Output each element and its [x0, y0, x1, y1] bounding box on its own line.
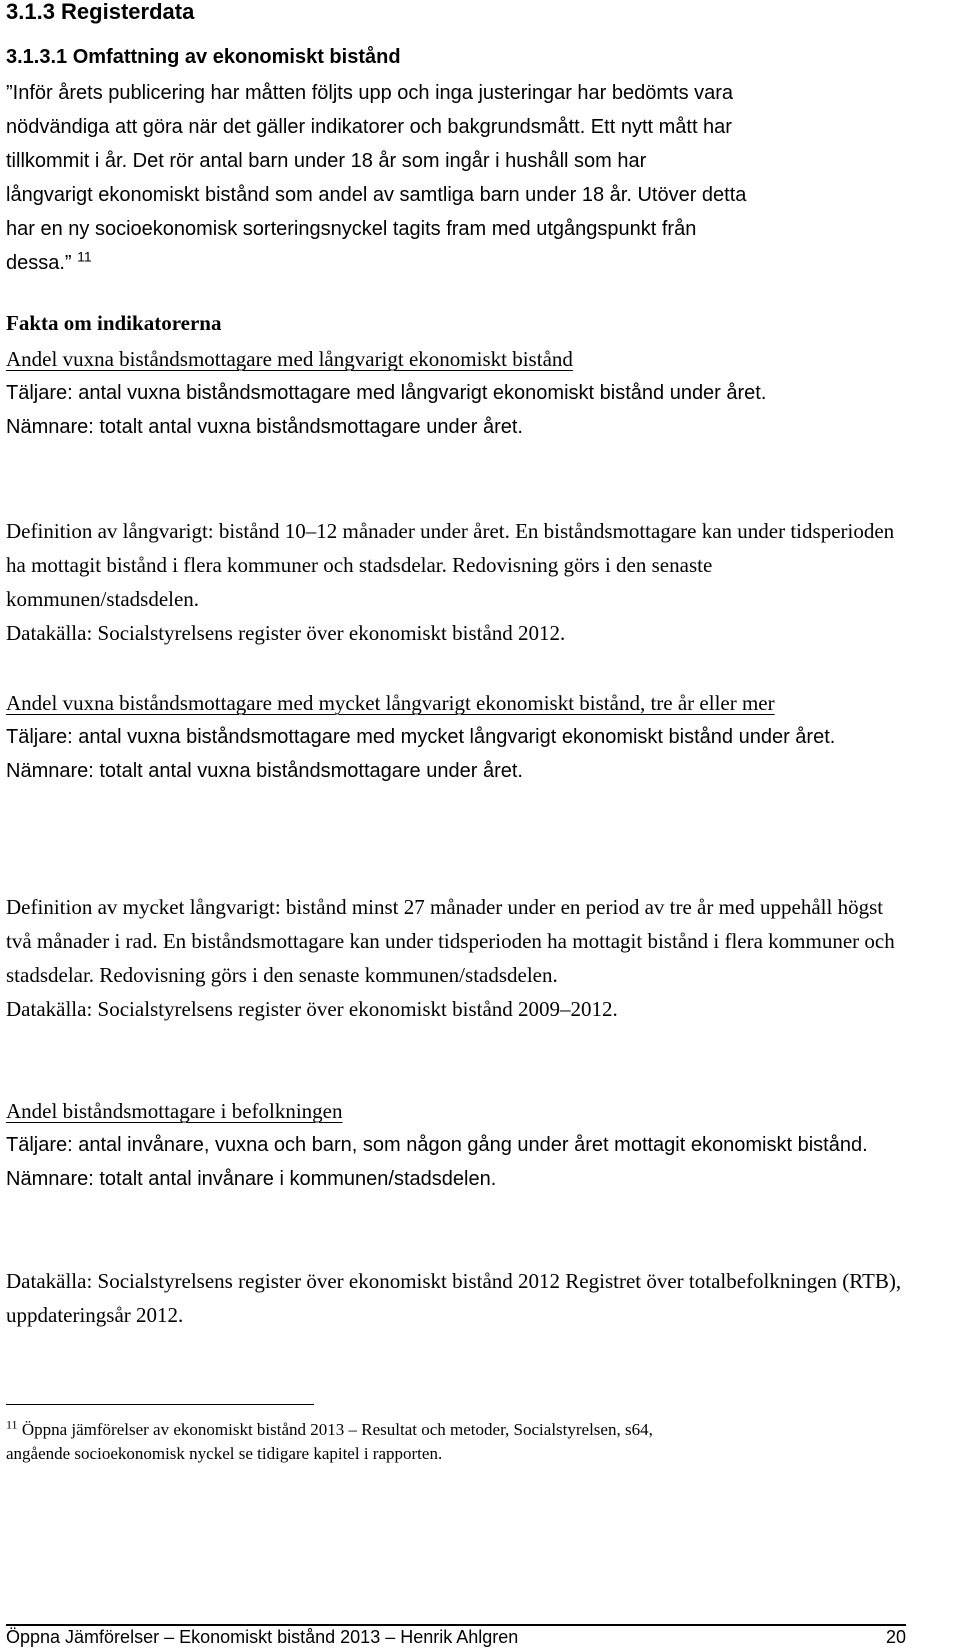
- indicator-3-source: Datakälla: Socialstyrelsens register över ekonomiskt bistånd 2012 Registret över totalbefolkningen (RTB), uppdateringsår 2012.: [6, 1269, 902, 1327]
- indicator-source: Datakälla: Socialstyrelsens register över ekonomiskt bistånd 2009–2012.: [6, 997, 618, 1021]
- intro-quote: [6, 76, 746, 280]
- indicator-definition: Definition av långvarigt: bistånd 10–12 månader under året. En biståndsmottagare kan under tidsperioden ha mottagit bistånd i flera kommuner och stadsdelar. Redovisning görs i den senaste kommunen/stadsdelen.: [6, 519, 895, 611]
- footnote-text: angående socioekonomisk nyckel se tidigare kapitel i rapporten.: [6, 1444, 443, 1463]
- indicator-title: Andel vuxna biståndsmottagare med mycket långvarigt ekonomiskt bistånd, tre år eller mer: [6, 691, 775, 715]
- intro-line: dessa.” $^{11}$: [6, 248, 92, 274]
- indicator-1-definition: [6, 514, 906, 650]
- footnote-reference[interactable]: 11: [77, 248, 92, 265]
- footnote: [6, 1418, 653, 1466]
- indicator-title: Andel biståndsmottagare i befolkningen: [6, 1099, 343, 1123]
- footnote-separator: [6, 1404, 314, 1405]
- indicator-3: [6, 1094, 906, 1196]
- intro-line: har en ny socioekonomisk sorteringsnyckel tagits fram med utgångspunkt från: [6, 218, 697, 240]
- indicator-source: Datakälla: Socialstyrelsens register över ekonomiskt bistånd 2012.: [6, 621, 566, 645]
- intro-line: långvarigt ekonomiskt bistånd som andel av samtliga barn under 18 år. Utöver detta: [6, 184, 747, 206]
- facts-heading: Fakta om indikatorerna: [6, 311, 222, 335]
- footnote-text: Öppna jämförelser av ekonomiskt bistånd 2013 – Resultat och metoder, Socialstyrelsen, s64,: [21, 1420, 653, 1439]
- intro-line: ”Inför årets publicering har måtten följts upp och inga justeringar har bedömts vara: [6, 82, 734, 104]
- footer-rule: [6, 1624, 906, 1626]
- intro-line: nödvändiga att göra när det gäller indikatorer och bakgrundsmått. Ett nytt mått har: [6, 116, 732, 138]
- indicator-definition: Definition av mycket långvarigt: bistånd minst 27 månader under en period av tre år med uppehåll högst två månader i rad. En biståndsmottagare kan under tidsperioden ha mottagit bistånd i flera kommuner och stadsdelar. Redovisning görs i den senaste kommunen/stadsdelen.: [6, 895, 895, 987]
- intro-line: tillkommit i år. Det rör antal barn under 18 år som ingår i hushåll som har: [6, 150, 647, 172]
- indicator-1: [6, 342, 906, 444]
- indicator-numerator: Täljare: antal vuxna biståndsmottagare med mycket långvarigt ekonomiskt bistånd under året.: [6, 726, 836, 748]
- page-number: 20: [885, 1627, 906, 1647]
- indicator-2-definition: [6, 890, 906, 1026]
- section-heading: 3.1.3 Registerdata: [6, 0, 195, 24]
- indicator-title: Andel vuxna biståndsmottagare med långvarigt ekonomiskt bistånd: [6, 347, 573, 371]
- indicator-numerator: Täljare: antal invånare, vuxna och barn, som någon gång under året mottagit ekonomiskt bistånd.: [6, 1134, 868, 1156]
- indicator-2: [6, 686, 906, 788]
- indicator-denominator: Nämnare: totalt antal vuxna biståndsmottagare under året.: [6, 760, 523, 782]
- indicator-numerator: Täljare: antal vuxna biståndsmottagare med långvarigt ekonomiskt bistånd under året.: [6, 382, 767, 404]
- indicator-denominator: Nämnare: totalt antal invånare i kommunen/stadsdelen.: [6, 1168, 497, 1190]
- footer-title: Öppna Jämförelser – Ekonomiskt bistånd 2013 – Henrik Ahlgren: [6, 1627, 519, 1647]
- subsection-heading: 3.1.3.1 Omfattning av ekonomiskt bistånd: [6, 46, 401, 68]
- indicator-denominator: Nämnare: totalt antal vuxna biståndsmottagare under året.: [6, 416, 523, 438]
- footnote-number: 11: [6, 1417, 18, 1432]
